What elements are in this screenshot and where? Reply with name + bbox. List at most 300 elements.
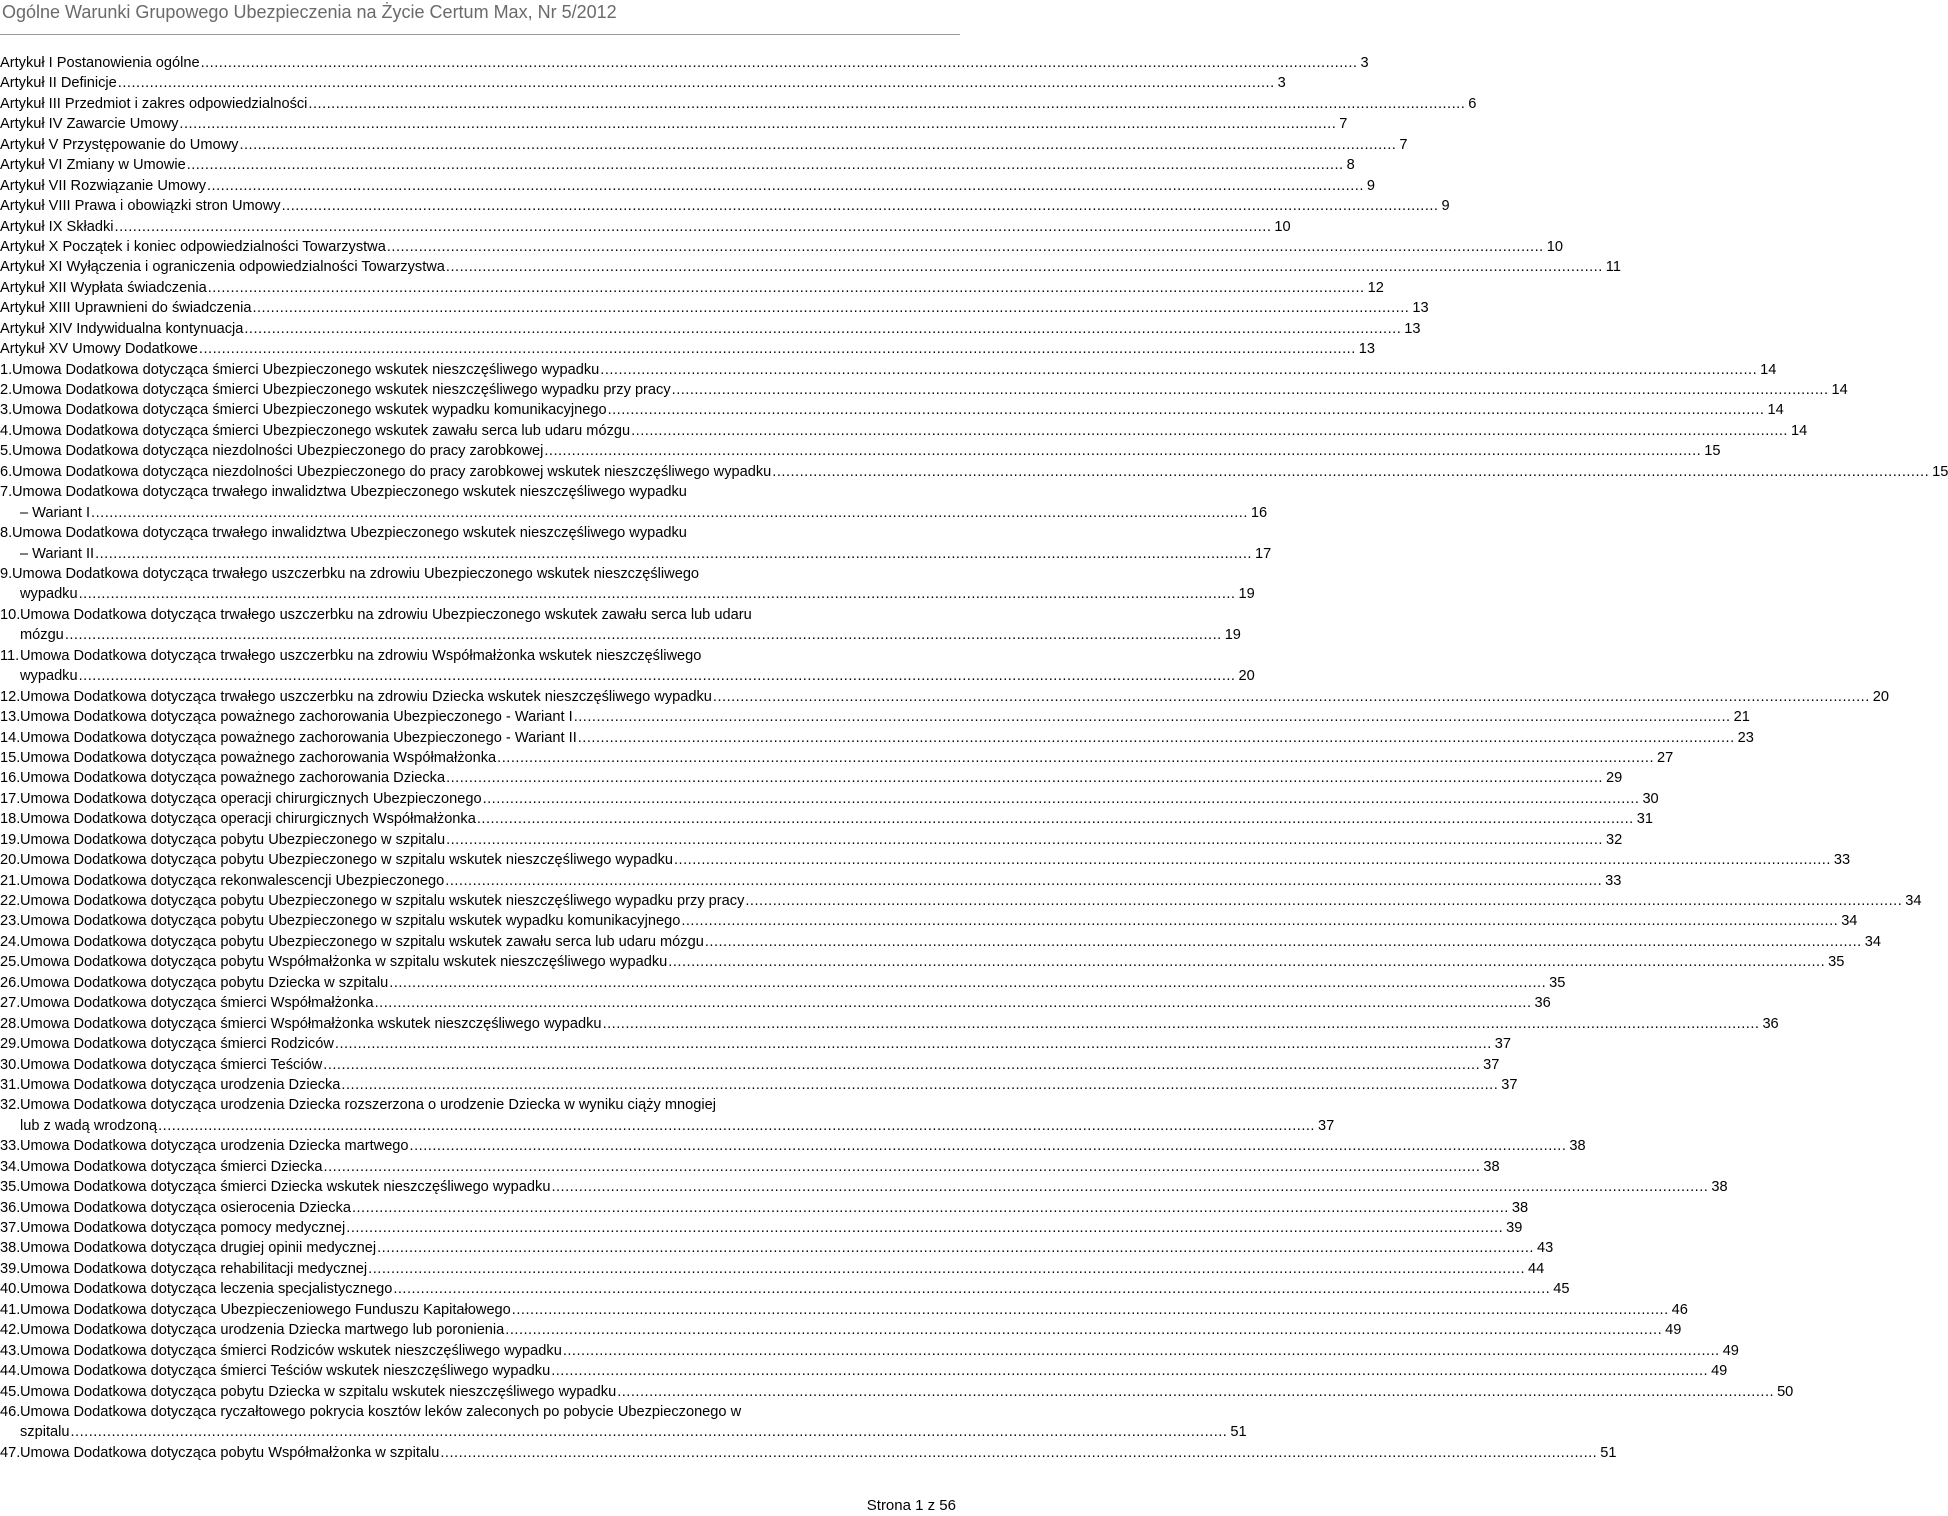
dot-leader [681, 911, 1838, 931]
toc-entry-page: 7 [1399, 136, 1408, 153]
toc-entry-page: 49 [1711, 1363, 1728, 1380]
toc-entry[interactable] [0, 257, 1621, 277]
toc-entry-number: 8. [0, 525, 13, 542]
toc-entry-title: wypadku [20, 586, 78, 603]
dot-leader [201, 53, 1358, 73]
toc-entry[interactable] [0, 1402, 1247, 1443]
dot-leader [115, 217, 1272, 237]
toc-entry-number: 23. [0, 913, 21, 930]
toc-entry-page: 34 [1841, 913, 1858, 930]
toc-entry-title: Umowa Dodatkowa dotycząca śmierci Dziecka wskutek nieszczęśliwego wypadku [20, 1179, 551, 1196]
dot-leader [497, 748, 1654, 768]
toc-entry[interactable] [0, 482, 1268, 523]
toc-entry-page: 51 [1600, 1444, 1617, 1461]
toc-entry-page: 13 [1358, 341, 1376, 358]
toc-entry-title: Umowa Dodatkowa dotycząca pobytu Współmałżonka w szpitalu [20, 1444, 440, 1461]
toc-entry-number: 2. [0, 382, 13, 398]
toc-entry-page: 16 [1250, 504, 1268, 521]
toc-entry[interactable] [0, 1279, 1570, 1299]
toc-entry[interactable] [0, 809, 1653, 829]
dot-leader [672, 380, 1829, 400]
toc-entry-title: Umowa Dodatkowa dotycząca drugiej opinii medycznej [20, 1240, 377, 1257]
toc-entry-title: Artykuł VIII Prawa i obowiązki stron Umowy [0, 198, 281, 215]
toc-entry-page: 14 [1760, 361, 1777, 378]
toc-entry-page: 9 [1366, 177, 1375, 194]
toc-entry-title: Umowa Dodatkowa dotycząca pobytu Ubezpieczonego w szpitalu wskutek wypadku komunikacyjnego [20, 913, 681, 930]
dot-leader [631, 421, 1788, 441]
dot-leader [79, 584, 1236, 604]
toc-entry-page: 38 [1569, 1138, 1586, 1155]
dot-leader [158, 1116, 1315, 1136]
dot-leader [199, 339, 1356, 359]
toc-entry-number: 4. [0, 422, 13, 439]
toc-entry-page: 13 [1412, 300, 1429, 317]
toc-entry[interactable] [0, 1300, 1688, 1320]
toc-entry-title: Umowa Dodatkowa dotycząca trwałego inwalidztwa Ubezpieczonego wskutek nieszczęśliwego wypadku [12, 484, 687, 501]
toc-entry-page: 37 [1501, 1076, 1518, 1093]
toc-entry-title: Artykuł VII Rozwiązanie Umowy [0, 177, 206, 194]
toc-entry-page: 23 [1737, 729, 1754, 746]
dot-leader [179, 114, 1336, 134]
toc-entry-title: Artykuł X Początek i koniec odpowiedzialności Towarzystwa [0, 238, 386, 255]
dot-leader [375, 993, 1532, 1013]
toc-entry-number: 34. [0, 1158, 21, 1175]
toc-entry-page: 35 [1549, 974, 1566, 991]
toc-entry-title: Umowa Dodatkowa dotycząca pobytu Ubezpieczonego w szpitalu [20, 831, 446, 848]
toc-entry[interactable] [0, 237, 1563, 257]
toc-entry-title: Umowa Dodatkowa dotycząca pobytu Współmałżonka w szpitalu wskutek nieszczęśliwego wypadku [20, 954, 668, 971]
dot-leader [600, 360, 1757, 380]
toc-entry-number: 40. [0, 1281, 21, 1298]
toc-entry-page: 11 [1605, 259, 1621, 276]
dot-leader [244, 319, 1401, 339]
toc-entry-title: Umowa Dodatkowa dotycząca trwałego uszczerbku na zdrowiu Dziecka wskutek nieszczęśliwego wypadku [20, 688, 712, 705]
toc-entry[interactable] [0, 728, 1754, 748]
toc-entry-number: 22. [0, 893, 21, 910]
toc-entry-title: Artykuł XIII Uprawnieni do świadczenia [0, 300, 252, 317]
toc-entry-title: Umowa Dodatkowa dotycząca pobytu Dziecka w szpitalu [20, 974, 389, 991]
toc-entry-number: 13. [0, 709, 21, 726]
toc-entry-title: Umowa Dodatkowa dotycząca śmierci Teściów [20, 1056, 323, 1073]
toc-entry-title: Umowa Dodatkowa dotycząca operacji chirurgicznych Ubezpieczonego [20, 790, 482, 807]
toc-entry[interactable] [0, 871, 1622, 891]
toc-entry[interactable] [0, 932, 1881, 952]
toc-entry[interactable] [0, 523, 1272, 564]
toc-entry[interactable] [0, 1095, 1335, 1136]
dot-leader [705, 932, 1862, 952]
toc-entry-title: Umowa Dodatkowa dotycząca poważnego zachorowania Współmałżonka [20, 749, 497, 766]
toc-entry-number: 30. [0, 1056, 21, 1073]
toc-entry-number: 1. [0, 361, 13, 378]
toc-entry[interactable] [0, 564, 1255, 605]
dot-leader [544, 441, 1701, 461]
dot-leader [483, 789, 1640, 809]
toc-entry[interactable] [0, 94, 1477, 114]
toc-entry-number: 36. [0, 1199, 21, 1216]
toc-entry-page: 12 [1367, 279, 1384, 296]
dot-leader [65, 625, 1222, 645]
dot-leader [440, 1443, 1597, 1463]
toc-entry-page: 10 [1274, 218, 1291, 235]
table-of-contents [0, 53, 1948, 1463]
toc-entry-page: 37 [1494, 1036, 1511, 1053]
toc-entry-number: 14. [0, 729, 21, 746]
toc-entry-title: Artykuł XV Umowy Dodatkowe [0, 341, 198, 358]
document-header-title: Ogólne Warunki Grupowego Ubezpieczenia na Życie Certum Max, Nr 5/2012 [2, 2, 617, 22]
dot-leader [446, 830, 1603, 850]
toc-entry[interactable] [0, 298, 1429, 318]
toc-entry-title: Umowa Dodatkowa dotycząca Ubezpieczeniowego Funduszu Kapitałowego [20, 1301, 511, 1318]
dot-leader [91, 503, 1248, 523]
toc-entry[interactable] [0, 441, 1721, 461]
toc-entry-page: 15 [1704, 443, 1721, 460]
toc-entry-title: Umowa Dodatkowa dotycząca poważnego zachorowania Ubezpieczonego - Wariant II [20, 729, 577, 746]
toc-entry-page: 7 [1339, 116, 1348, 133]
toc-entry-number: 3. [0, 402, 13, 419]
toc-entry-page: 30 [1642, 790, 1659, 807]
toc-entry-number: 35. [0, 1179, 21, 1196]
toc-entry-title: wypadku [20, 668, 78, 685]
toc-entry-title: Umowa Dodatkowa dotycząca pobytu Dziecka w szpitalu wskutek nieszczęśliwego wypadku [20, 1383, 617, 1400]
toc-entry-page: 33 [1605, 872, 1622, 889]
toc-entry-number: 5. [0, 443, 13, 460]
toc-entry-title: Artykuł V Przystępowanie do Umowy [0, 136, 239, 153]
toc-entry-number: 24. [0, 933, 21, 950]
dot-leader [377, 1238, 1534, 1258]
toc-entry-page: 29 [1605, 770, 1623, 787]
toc-entry-number: 15. [0, 749, 21, 766]
dot-leader [772, 462, 1929, 482]
dot-leader [368, 1259, 1525, 1279]
dot-leader [551, 1177, 1708, 1197]
toc-entry-title: Artykuł XIV Indywidualna kontynuacja [0, 320, 244, 337]
toc-entry-number: 45. [0, 1383, 21, 1400]
dot-leader [341, 1075, 1498, 1095]
toc-entry[interactable] [0, 1198, 1529, 1218]
toc-entry[interactable] [0, 973, 1566, 993]
toc-entry-number: 41. [0, 1301, 21, 1318]
toc-entry[interactable] [0, 748, 1674, 768]
toc-entry[interactable] [0, 1259, 1545, 1279]
toc-entry-title: Umowa Dodatkowa dotycząca urodzenia Dziecka [20, 1076, 341, 1093]
toc-entry[interactable] [0, 1218, 1523, 1238]
dot-leader [335, 1034, 1492, 1054]
toc-entry-page: 35 [1828, 954, 1845, 971]
toc-entry-title: Umowa Dodatkowa dotycząca niezdolności Ubezpieczonego do pracy zarobkowej wskutek nieszczęśliwego wypadku [12, 463, 772, 480]
toc-entry[interactable] [0, 830, 1623, 850]
toc-entry-page: 34 [1905, 893, 1922, 910]
toc-entry-title: Umowa Dodatkowa dotycząca pobytu Ubezpieczonego w szpitalu wskutek zawału serca lub udaru mózgu [20, 933, 704, 950]
toc-entry-title: Artykuł XI Wyłączenia i ograniczenia odpowiedzialności Towarzystwa [0, 259, 445, 276]
toc-entry-page: 14 [1767, 402, 1784, 419]
toc-entry-page: 9 [1441, 198, 1450, 215]
toc-entry[interactable] [0, 1055, 1500, 1075]
toc-entry[interactable] [0, 339, 1376, 359]
toc-entry-number: 28. [0, 1015, 21, 1032]
toc-entry-number: 42. [0, 1322, 21, 1339]
toc-entry-title: Umowa Dodatkowa dotycząca rehabilitacji medycznej [20, 1260, 368, 1277]
toc-entry-page: 38 [1483, 1158, 1500, 1175]
toc-entry-page: 14 [1790, 422, 1808, 439]
dot-leader [118, 73, 1275, 93]
dot-leader [207, 176, 1364, 196]
dot-leader [608, 400, 1765, 420]
toc-entry-title: Umowa Dodatkowa dotycząca poważnego zachorowania Dziecka [20, 770, 446, 787]
toc-entry[interactable] [0, 176, 1375, 196]
dot-leader [578, 728, 1735, 748]
toc-entry[interactable] [0, 605, 1241, 646]
toc-entry-title: Umowa Dodatkowa dotycząca trwałego uszczerbku na zdrowiu Ubezpieczonego wskutek nieszczęśliwego [12, 565, 700, 582]
toc-entry-page: 36 [1762, 1015, 1779, 1032]
toc-entry-page: 17 [1254, 545, 1272, 562]
toc-entry[interactable] [0, 1238, 1554, 1258]
toc-entry[interactable] [0, 53, 1369, 73]
toc-entry-number: 10. [0, 606, 21, 623]
dot-leader [477, 809, 1634, 829]
toc-entry-title: szpitalu [20, 1424, 70, 1441]
toc-entry[interactable] [0, 1034, 1511, 1054]
toc-entry-page: 36 [1534, 995, 1551, 1012]
dot-leader [282, 196, 1439, 216]
toc-entry[interactable] [0, 421, 1808, 441]
toc-entry-page: 50 [1777, 1383, 1794, 1400]
toc-entry-number: 17. [0, 790, 21, 807]
toc-entry-title: Artykuł III Przedmiot i zakres odpowiedzialności [0, 95, 308, 112]
toc-entry-title: Umowa Dodatkowa dotycząca śmierci Rodziców wskutek nieszczęśliwego wypadku [20, 1342, 562, 1359]
toc-entry-number: 21. [0, 872, 21, 889]
toc-entry[interactable] [0, 1443, 1617, 1463]
dot-leader [446, 257, 1603, 277]
toc-entry-title: Umowa Dodatkowa dotycząca trwałego uszczerbku na zdrowiu Ubezpieczonego wskutek zawału serca lub udaru [20, 606, 752, 623]
toc-entry-page: 38 [1711, 1179, 1728, 1196]
toc-entry-number: 20. [0, 852, 21, 869]
toc-entry-number: 12. [0, 688, 21, 705]
toc-entry-page: 19 [1238, 586, 1255, 603]
toc-entry-page: 37 [1317, 1117, 1335, 1134]
toc-entry-title: – Wariant I [20, 504, 91, 521]
toc-entry-title: lub z wadą wrodzoną [20, 1117, 158, 1134]
toc-entry-number: 33. [0, 1138, 21, 1155]
toc-entry-number: 6. [0, 463, 13, 480]
dot-leader [252, 298, 1409, 318]
dot-leader [95, 544, 1252, 564]
toc-entry-title: Umowa Dodatkowa dotycząca śmierci Współmałżonka wskutek nieszczęśliwego wypadku [20, 1015, 602, 1032]
dot-leader [323, 1055, 1480, 1075]
dot-leader [446, 768, 1603, 788]
toc-entry-title: – Wariant II [20, 545, 95, 562]
dot-leader [70, 1422, 1227, 1442]
toc-entry[interactable] [0, 1320, 1682, 1340]
toc-entry[interactable] [0, 319, 1421, 339]
dot-leader [445, 871, 1602, 891]
toc-entry[interactable] [0, 380, 1848, 400]
page-number: Strona 1 z 56 [866, 1497, 956, 1514]
dot-leader [352, 1198, 1509, 1218]
toc-entry-page: 44 [1528, 1260, 1545, 1277]
toc-entry[interactable] [0, 1341, 1739, 1361]
toc-entry[interactable] [0, 1075, 1518, 1095]
toc-entry-title: Umowa Dodatkowa dotycząca urodzenia Dziecka martwego lub poronienia [20, 1322, 505, 1339]
toc-entry-title: Umowa Dodatkowa dotycząca śmierci Ubezpieczonego wskutek nieszczęśliwego wypadku przy pracy [12, 382, 671, 398]
toc-entry-title: Artykuł I Postanowienia ogólne [0, 55, 200, 71]
dot-leader [346, 1218, 1503, 1238]
toc-entry[interactable] [0, 196, 1450, 216]
toc-entry-number: 38. [0, 1240, 21, 1257]
toc-entry[interactable] [0, 1382, 1794, 1402]
dot-leader [668, 952, 1825, 972]
toc-entry-title: Umowa Dodatkowa dotycząca operacji chirurgicznych Współmałżonka [20, 811, 476, 828]
toc-entry-title: Umowa Dodatkowa dotycząca pomocy medycznej [20, 1220, 346, 1237]
dot-leader [505, 1320, 1662, 1340]
dot-leader [574, 707, 1731, 727]
toc-entry-page: 27 [1657, 749, 1674, 766]
toc-entry-page: 45 [1553, 1281, 1570, 1298]
toc-entry[interactable] [0, 73, 1286, 93]
toc-entry-number: 11. [0, 647, 20, 664]
toc-entry-page: 8 [1346, 157, 1355, 174]
toc-entry-number: 27. [0, 995, 21, 1012]
toc-entry-page: 10 [1546, 238, 1563, 255]
dot-leader [324, 1157, 1481, 1177]
toc-entry-number: 44. [0, 1363, 21, 1380]
toc-entry-page: 49 [1722, 1342, 1739, 1359]
toc-entry-title: Umowa Dodatkowa dotycząca urodzenia Dziecka rozszerzona o urodzenie Dziecka w wyniku ciąży mnogiej [20, 1097, 716, 1114]
toc-entry-title: Umowa Dodatkowa dotycząca osierocenia Dziecka [20, 1199, 351, 1216]
toc-entry-title: Umowa Dodatkowa dotycząca niezdolności Ubezpieczonego do pracy zarobkowej [12, 443, 544, 460]
toc-entry-title: Umowa Dodatkowa dotycząca trwałego uszczerbku na zdrowiu Współmałżonka wskutek nieszczęśliwego [20, 647, 702, 664]
dot-leader [208, 278, 1365, 298]
dot-leader [239, 135, 1396, 155]
toc-entry-page: 14 [1831, 382, 1848, 398]
toc-entry-page: 51 [1230, 1424, 1247, 1441]
toc-entry-page: 3 [1277, 75, 1286, 92]
toc-entry[interactable] [0, 217, 1291, 237]
toc-entry-title: Umowa Dodatkowa dotycząca rekonwalescencji Ubezpieczonego [20, 872, 445, 889]
toc-entry-title: Umowa Dodatkowa dotycząca śmierci Ubezpieczonego wskutek wypadku komunikacyjnego [12, 402, 607, 419]
toc-entry-page: 6 [1468, 95, 1477, 112]
dot-leader [745, 891, 1902, 911]
toc-entry[interactable] [0, 155, 1355, 175]
dot-leader [410, 1136, 1567, 1156]
toc-entry-title: Umowa Dodatkowa dotycząca śmierci Współmałżonka [20, 995, 374, 1012]
dot-leader [308, 94, 1465, 114]
toc-entry-page: 33 [1833, 852, 1851, 869]
toc-entry[interactable] [0, 1361, 1728, 1381]
toc-entry-number: 32. [0, 1097, 21, 1114]
toc-entry[interactable] [0, 911, 1858, 931]
toc-entry[interactable] [0, 789, 1659, 809]
toc-entry[interactable] [0, 707, 1750, 727]
toc-entry[interactable] [0, 1136, 1586, 1156]
dot-leader [563, 1341, 1720, 1361]
toc-entry-title: Umowa Dodatkowa dotycząca śmierci Teściów wskutek nieszczęśliwego wypadku [20, 1363, 551, 1380]
toc-entry-title: Artykuł IX Składki [0, 218, 114, 235]
toc-entry-number: 16. [0, 770, 21, 787]
toc-entry-number: 19. [0, 831, 21, 848]
toc-entry[interactable] [0, 1157, 1500, 1177]
toc-entry-number: 18. [0, 811, 21, 828]
toc-entry-number: 26. [0, 974, 21, 991]
toc-entry-page: 34 [1864, 933, 1881, 950]
dot-leader [512, 1300, 1669, 1320]
toc-entry[interactable] [0, 850, 1851, 870]
dot-leader [674, 850, 1831, 870]
dot-leader [393, 1279, 1550, 1299]
toc-entry-number: 29. [0, 1036, 21, 1053]
toc-entry-number: 37. [0, 1220, 21, 1237]
toc-entry-title: Artykuł XII Wypłata świadczenia [0, 279, 207, 296]
toc-entry-page: 32 [1605, 831, 1623, 848]
toc-entry-title: Umowa Dodatkowa dotycząca pobytu Ubezpieczonego w szpitalu wskutek nieszczęśliwego wypadku [20, 852, 673, 869]
toc-entry[interactable] [0, 114, 1348, 134]
toc-entry[interactable] [0, 687, 1890, 707]
toc-entry-number: 43. [0, 1342, 21, 1359]
toc-entry-title: Umowa Dodatkowa dotycząca trwałego inwalidztwa Ubezpieczonego wskutek nieszczęśliwego wypadku [12, 525, 687, 542]
toc-entry[interactable] [0, 278, 1384, 298]
toc-entry-page: 3 [1360, 55, 1369, 71]
toc-entry[interactable] [0, 462, 1948, 482]
toc-entry-title: Artykuł II Definicje [0, 75, 117, 92]
toc-entry-number: 25. [0, 954, 21, 971]
toc-entry-title: Umowa Dodatkowa dotycząca leczenia specjalistycznego [20, 1281, 393, 1298]
toc-entry-title: Umowa Dodatkowa dotycząca śmierci Ubezpieczonego wskutek nieszczęśliwego wypadku [12, 361, 600, 378]
toc-entry-page: 38 [1511, 1199, 1529, 1216]
toc-entry-title: Umowa Dodatkowa dotycząca śmierci Ubezpieczonego wskutek zawału serca lub udaru mózgu [12, 422, 631, 439]
toc-entry[interactable] [0, 768, 1623, 788]
toc-entry[interactable] [0, 993, 1551, 1013]
toc-entry-page: 13 [1404, 320, 1421, 337]
toc-entry-title: Umowa Dodatkowa dotycząca śmierci Dziecka [20, 1158, 323, 1175]
dot-leader [713, 687, 1870, 707]
toc-entry-page: 39 [1506, 1220, 1523, 1237]
toc-entry-number: 46. [0, 1403, 21, 1420]
dot-leader [551, 1361, 1708, 1381]
toc-entry[interactable] [0, 400, 1784, 420]
toc-entry[interactable] [0, 646, 1255, 687]
toc-entry[interactable] [0, 1177, 1728, 1197]
toc-entry-page: 37 [1483, 1056, 1500, 1073]
dot-leader [79, 666, 1236, 686]
dot-leader [603, 1014, 1760, 1034]
toc-entry-page: 43 [1536, 1240, 1554, 1257]
toc-entry-title: Umowa Dodatkowa dotycząca ryczałtowego pokrycia kosztów leków zaleconych po pobycie Ubezpieczonego w [20, 1403, 742, 1420]
toc-entry-page: 21 [1733, 709, 1750, 726]
dot-leader [389, 973, 1546, 993]
toc-entry-number: 47. [0, 1444, 21, 1461]
toc-entry-page: 20 [1872, 688, 1890, 705]
toc-entry-page: 31 [1636, 811, 1653, 828]
toc-entry-page: 49 [1665, 1322, 1682, 1339]
toc-entry-title: Artykuł VI Zmiany w Umowie [0, 157, 186, 174]
toc-entry[interactable] [0, 952, 1845, 972]
dot-leader [617, 1382, 1774, 1402]
dot-leader [387, 237, 1544, 257]
toc-entry-title: Umowa Dodatkowa dotycząca śmierci Rodziców [20, 1036, 334, 1053]
toc-entry-page: 15 [1932, 463, 1948, 480]
toc-entry-title: Umowa Dodatkowa dotycząca urodzenia Dziecka martwego [20, 1138, 409, 1155]
toc-entry-number: 7. [0, 484, 13, 501]
toc-entry-title: Artykuł IV Zawarcie Umowy [0, 116, 179, 133]
toc-entry-page: 19 [1224, 627, 1241, 644]
toc-entry[interactable] [0, 360, 1777, 380]
toc-entry[interactable] [0, 891, 1922, 911]
toc-entry-title: Umowa Dodatkowa dotycząca pobytu Ubezpieczonego w szpitalu wskutek nieszczęśliwego wypadku przy pracy [20, 893, 745, 910]
toc-entry[interactable] [0, 1014, 1779, 1034]
toc-entry-number: 9. [0, 565, 13, 582]
toc-entry-number: 31. [0, 1076, 21, 1093]
toc-entry[interactable] [0, 135, 1408, 155]
toc-entry-page: 20 [1238, 668, 1255, 685]
